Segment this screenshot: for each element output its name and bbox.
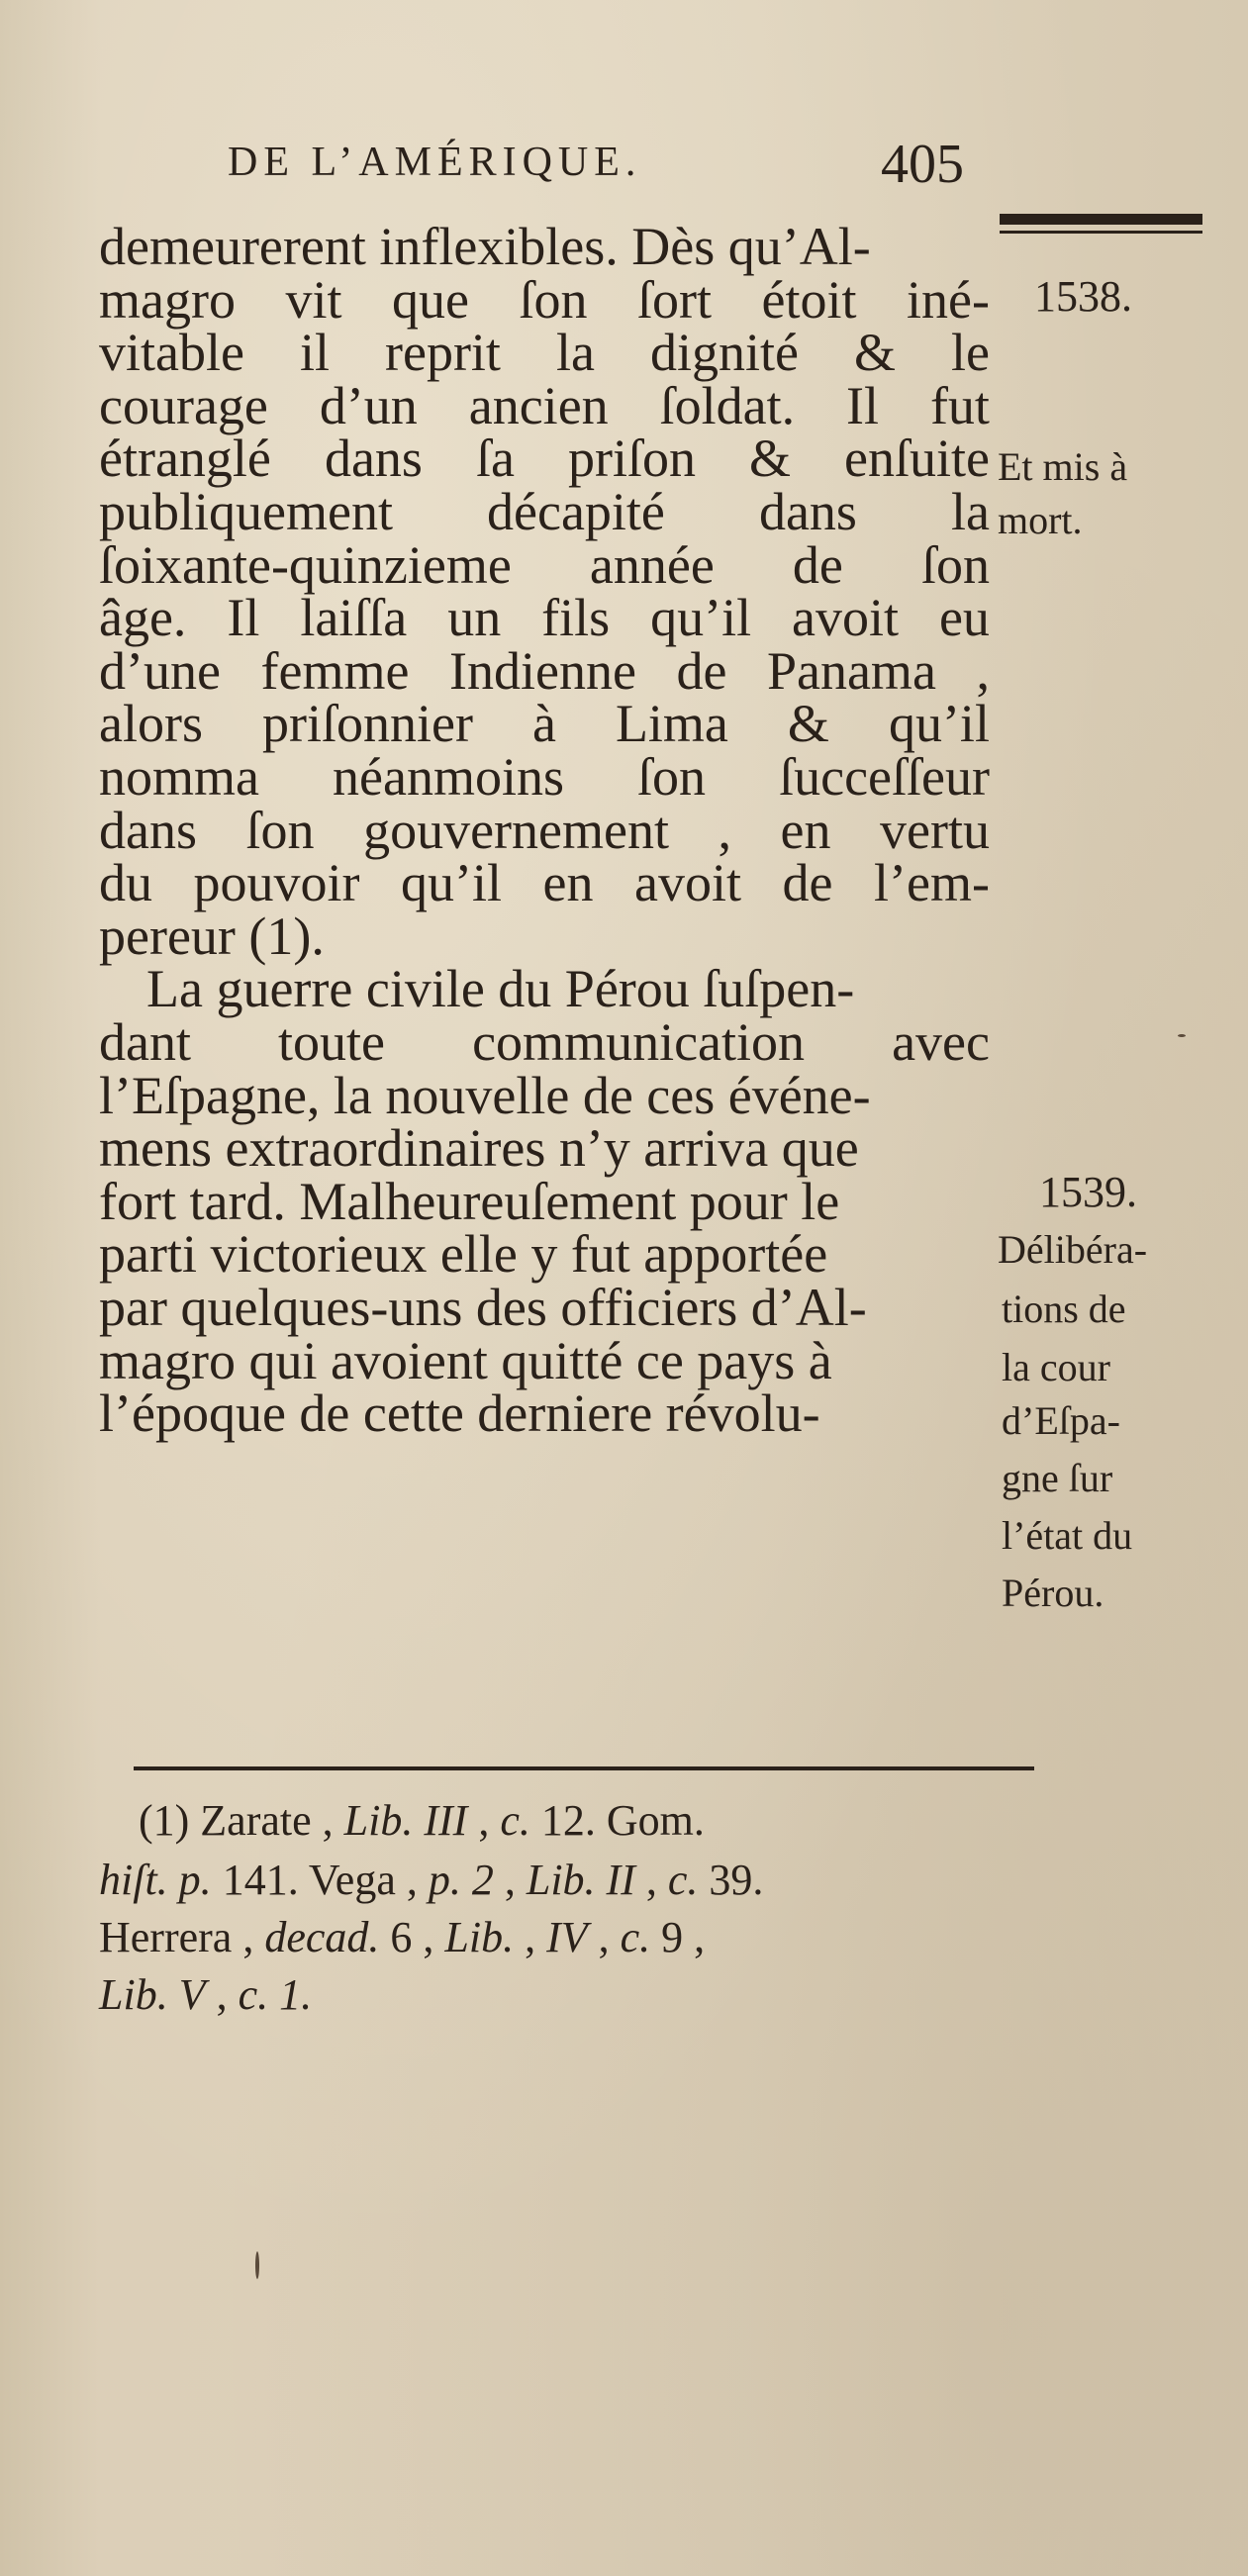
body-word: ſon xyxy=(637,747,707,807)
paper-speck xyxy=(1178,1034,1186,1037)
body-line: parti victorieux elle y fut apportée xyxy=(99,1224,828,1285)
body-word: vit xyxy=(285,269,342,330)
margin-note: mort. xyxy=(998,498,1083,542)
running-head: DE L’AMÉRIQUE. xyxy=(228,140,642,185)
body-line xyxy=(99,269,990,330)
body-word: priſonnier xyxy=(261,694,473,754)
body-word: & xyxy=(749,429,792,489)
body-word: que xyxy=(392,269,469,330)
body-word: dans xyxy=(324,429,423,489)
body-line: par quelques-uns des officiers d’Al- xyxy=(99,1278,867,1337)
body-word: du xyxy=(99,853,152,913)
body-word: âge. xyxy=(99,588,187,648)
body-word: ſon xyxy=(920,534,990,595)
footnote-line: Herrera , decad. 6 , Lib. , IV , c. 9 , xyxy=(99,1913,706,1961)
body-word: vertu xyxy=(880,800,990,860)
body-word: d’un xyxy=(319,375,418,435)
body-word: qu’il xyxy=(888,694,990,754)
body-word: , xyxy=(976,640,990,701)
body-word: courage xyxy=(99,375,268,435)
body-word: Indienne xyxy=(448,640,636,701)
body-word: de xyxy=(792,534,843,595)
body-word: de xyxy=(782,853,833,913)
body-word: iné- xyxy=(907,269,990,330)
margin-note: Et mis à xyxy=(998,444,1128,489)
body-line: mens extraordinaires n’y arriva que xyxy=(99,1118,859,1179)
margin-note-year: 1538. xyxy=(1034,272,1132,321)
body-line: demeurerent inflexibles. Dès qu’Al- xyxy=(99,217,871,276)
body-word: année xyxy=(589,534,715,595)
body-word: magro xyxy=(99,269,236,330)
body-word: ſucceſſeur xyxy=(779,747,990,807)
body-word: dans xyxy=(758,482,857,541)
body-word: reprit xyxy=(385,323,501,383)
body-line: pereur (1). xyxy=(99,906,325,966)
body-line xyxy=(99,694,990,754)
body-word: alors xyxy=(99,694,203,754)
body-line xyxy=(99,429,990,489)
body-line xyxy=(99,800,990,860)
footnote-line: Lib. V , c. 1. xyxy=(99,1970,313,2019)
body-word: ſoixante-quinzieme xyxy=(99,534,512,595)
body-word: dant xyxy=(99,1012,191,1072)
body-word: femme xyxy=(260,640,410,701)
body-word: fut xyxy=(929,375,990,435)
body-word: gouvernement xyxy=(363,800,669,860)
margin-note: la cour xyxy=(1002,1345,1110,1389)
body-line xyxy=(99,1012,990,1072)
body-word: de xyxy=(676,640,727,701)
body-word: avoit xyxy=(634,853,742,913)
body-word: enſuite xyxy=(844,429,990,489)
body-word: publiquement xyxy=(99,482,393,541)
body-word: Panama xyxy=(766,640,936,701)
margin-note: gne ſur xyxy=(1002,1456,1113,1500)
paper-speck xyxy=(255,2251,259,2279)
body-word: ſa xyxy=(475,429,515,489)
body-word: laiſſa xyxy=(300,588,408,648)
body-word: ſon xyxy=(245,800,315,860)
body-word: , xyxy=(718,800,731,860)
body-word: & xyxy=(853,323,896,383)
body-word: la xyxy=(555,323,595,383)
body-line: La guerre civile du Pérou ſuſpen- xyxy=(146,959,855,1019)
body-word: l’em- xyxy=(874,853,990,913)
body-word: qu’il xyxy=(650,588,752,648)
body-line xyxy=(99,640,990,701)
body-line xyxy=(99,588,990,648)
footnote-rule xyxy=(134,1766,1034,1770)
margin-note: Pérou. xyxy=(1002,1571,1104,1615)
body-word: eu xyxy=(938,588,990,648)
footnote-line: (1) Zarate , Lib. III , c. 12. Gom. xyxy=(139,1796,705,1845)
body-word: priſon xyxy=(567,429,696,489)
body-word: vitable xyxy=(99,323,244,383)
body-line: l’Eſpagne, la nouvelle de ces événe- xyxy=(99,1065,871,1125)
body-word: en xyxy=(542,853,594,913)
body-word: fils xyxy=(541,588,611,648)
body-word: à xyxy=(531,694,556,754)
body-word: la xyxy=(951,482,990,541)
body-line: magro qui avoient quitté ce pays à xyxy=(99,1330,832,1390)
body-line xyxy=(99,323,990,383)
page-number: 405 xyxy=(881,134,964,195)
body-line xyxy=(99,534,990,595)
body-word: communication xyxy=(472,1012,806,1072)
body-word: décapité xyxy=(487,482,665,541)
body-word: Il xyxy=(846,375,880,435)
body-word: d’une xyxy=(99,640,221,701)
body-word: & xyxy=(787,694,829,754)
body-word: avoit xyxy=(792,588,900,648)
body-word: ſort xyxy=(637,269,713,330)
body-line xyxy=(99,853,990,913)
body-word: avec xyxy=(892,1012,990,1072)
body-word: toute xyxy=(278,1012,386,1072)
body-word: néanmoins xyxy=(333,747,564,807)
margin-note: Délibéra- xyxy=(998,1227,1148,1272)
body-line xyxy=(99,482,990,541)
margin-note: d’Eſpa- xyxy=(1002,1398,1120,1443)
margin-note: tions de xyxy=(1002,1287,1126,1331)
body-word: ancien xyxy=(468,375,609,435)
body-word: étoit xyxy=(761,269,857,330)
body-word: pouvoir xyxy=(193,853,360,913)
body-word: ſoldat. xyxy=(659,375,796,435)
body-word: en xyxy=(780,800,831,860)
body-line xyxy=(99,375,990,435)
body-word: le xyxy=(951,323,990,383)
margin-rule-thin xyxy=(1000,231,1202,234)
body-word: nomma xyxy=(99,747,259,807)
body-word: ſon xyxy=(519,269,588,330)
footnote-line: hiſt. p. 141. Vega , p. 2 , Lib. II , c. 39. xyxy=(99,1856,764,1904)
margin-note-year: 1539. xyxy=(1039,1168,1137,1216)
margin-note: l’état du xyxy=(1002,1513,1133,1558)
body-word: il xyxy=(299,323,330,383)
body-word: un xyxy=(447,588,502,648)
body-word: Lima xyxy=(615,694,728,754)
body-line: l’époque de cette derniere révolu- xyxy=(99,1383,820,1444)
body-word: étranglé xyxy=(99,429,271,489)
body-word: dans xyxy=(99,800,197,860)
body-word: dignité xyxy=(649,323,799,383)
body-line: fort tard. Malheureuſement pour le xyxy=(99,1171,840,1231)
margin-rule-thick xyxy=(1000,214,1202,225)
body-word: Il xyxy=(227,588,260,648)
body-word: qu’il xyxy=(401,853,503,913)
body-line xyxy=(99,747,990,807)
